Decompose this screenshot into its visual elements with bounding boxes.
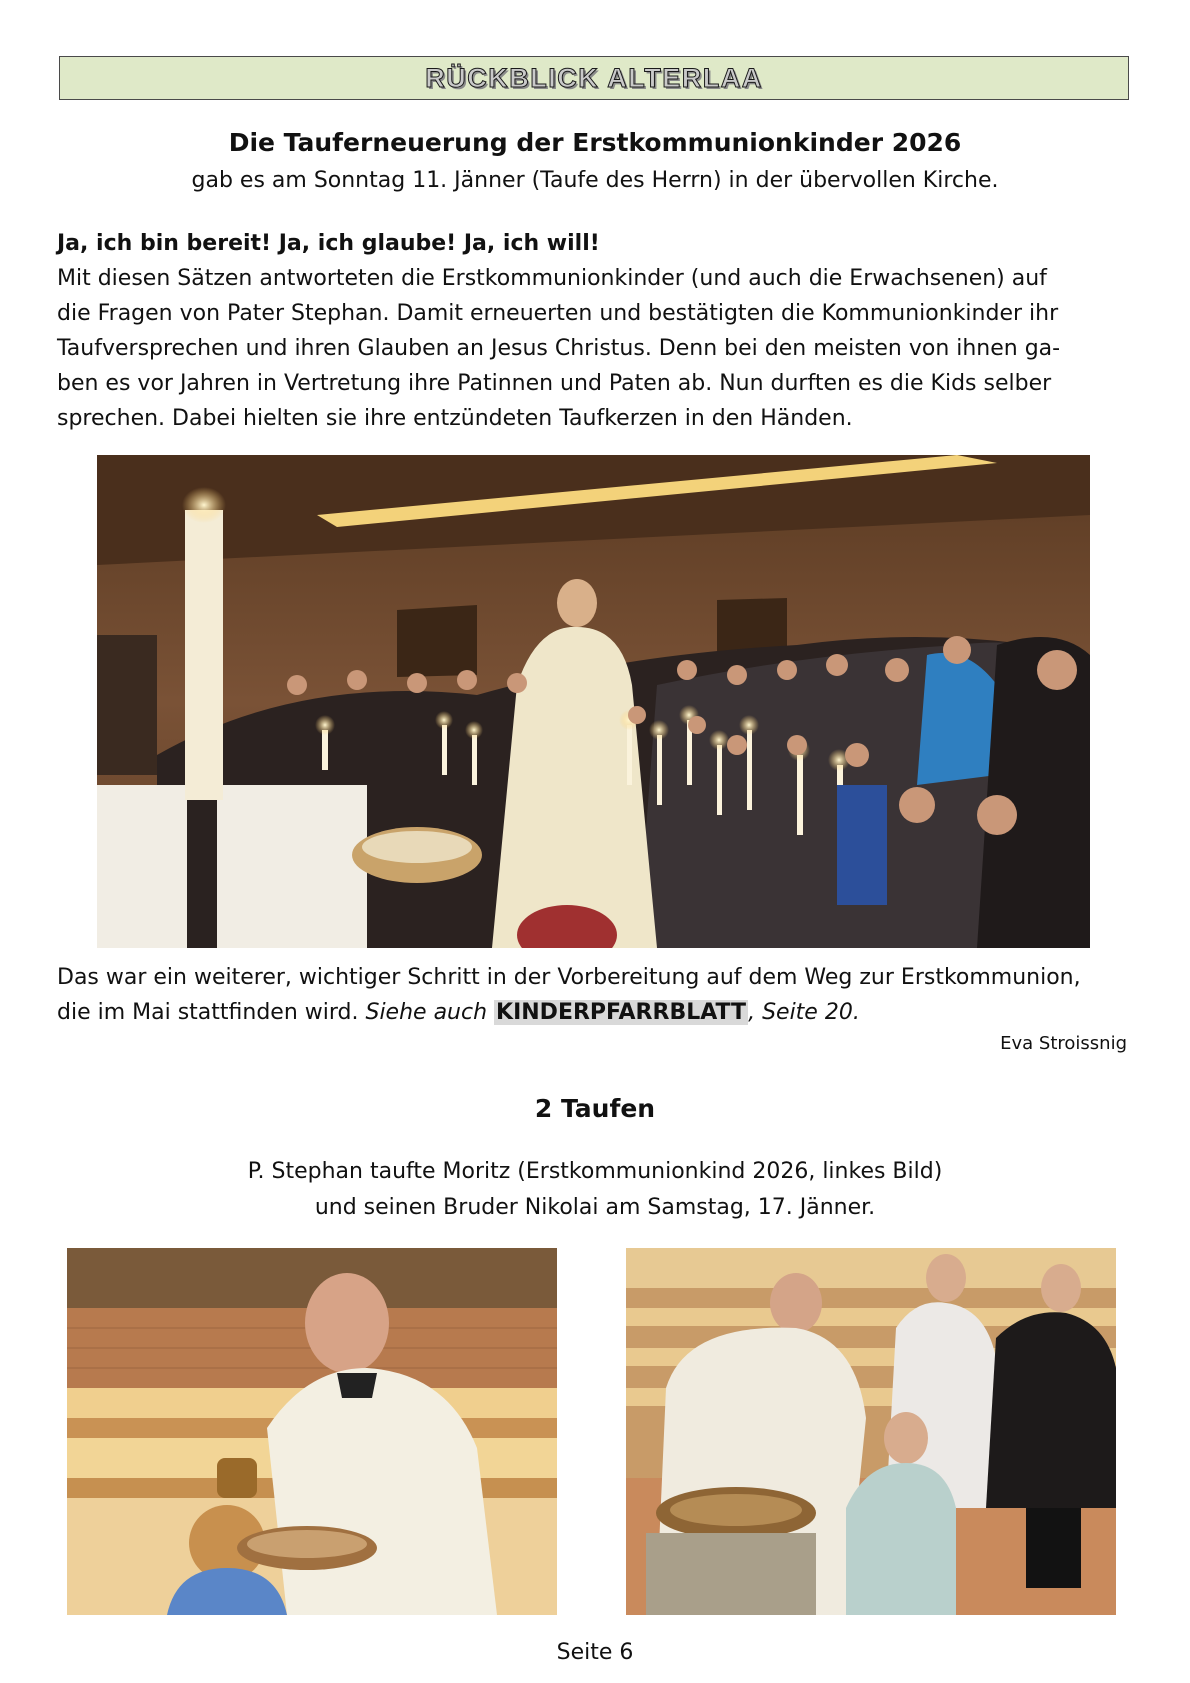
see-also-text: Siehe auch [365, 1000, 495, 1025]
baptism-photo-moritz [67, 1248, 557, 1615]
article-line: ben es vor Jahren in Vertretung ihre Patinnen und Paten ab. Nun durften es die Kids selber [57, 371, 1052, 396]
section-title-baptisms: 2 Taufen [534, 1094, 656, 1123]
article-title: Die Tauferneuerung der Erstkommunionkinder 2026 [228, 128, 962, 157]
article-lead: Ja, ich bin bereit! Ja, ich glaube! Ja, ich will! [57, 231, 600, 256]
article-line: Taufversprechen und ihren Glauben an Jesus Christus. Denn bei den meisten von ihnen ga- [57, 336, 1061, 361]
closing-line: Das war ein weiterer, wichtiger Schritt in der Vorbereitung auf dem Weg zur Erstkommunion, [57, 965, 1081, 990]
page-number: Seite 6 [556, 1640, 634, 1665]
section-banner [59, 56, 1129, 100]
banner-title: RÜCKBLICK ALTERLAA [425, 62, 763, 93]
article-subtitle: gab es am Sonntag 11. Jänner (Taufe des Herrn) in der übervollen Kirche. [191, 168, 999, 193]
article-line: sprechen. Dabei hielten sie ihre entzündeten Taufkerzen in den Händen. [57, 406, 853, 431]
article-line: Mit diesen Sätzen antworteten die Erstkommunionkinder (und auch die Erwachsenen) auf [57, 266, 1047, 291]
page-reference: , Seite 20. [748, 1000, 860, 1025]
kinderpfarrblatt-reference: KINDERPFARRBLATT [496, 1000, 747, 1025]
church-group-photo [97, 455, 1090, 948]
article-line: die Fragen von Pater Stephan. Damit erneuerten und bestätigten die Kommunionkinder ihr [57, 301, 1059, 326]
closing-text: die im Mai stattfinden wird. [57, 1000, 366, 1025]
baptism-photo-nikolai [626, 1248, 1116, 1615]
author-name: Eva Stroissnig [1000, 1033, 1127, 1054]
caption-line: P. Stephan taufte Moritz (Erstkommunionkind 2026, linkes Bild) [247, 1159, 943, 1184]
caption-line: und seinen Bruder Nikolai am Samstag, 17. Jänner. [314, 1195, 876, 1220]
article-closing [57, 960, 1127, 1030]
article-body [57, 226, 1127, 436]
baptisms-caption [0, 1154, 1190, 1226]
closing-line-2 [57, 995, 1127, 1030]
